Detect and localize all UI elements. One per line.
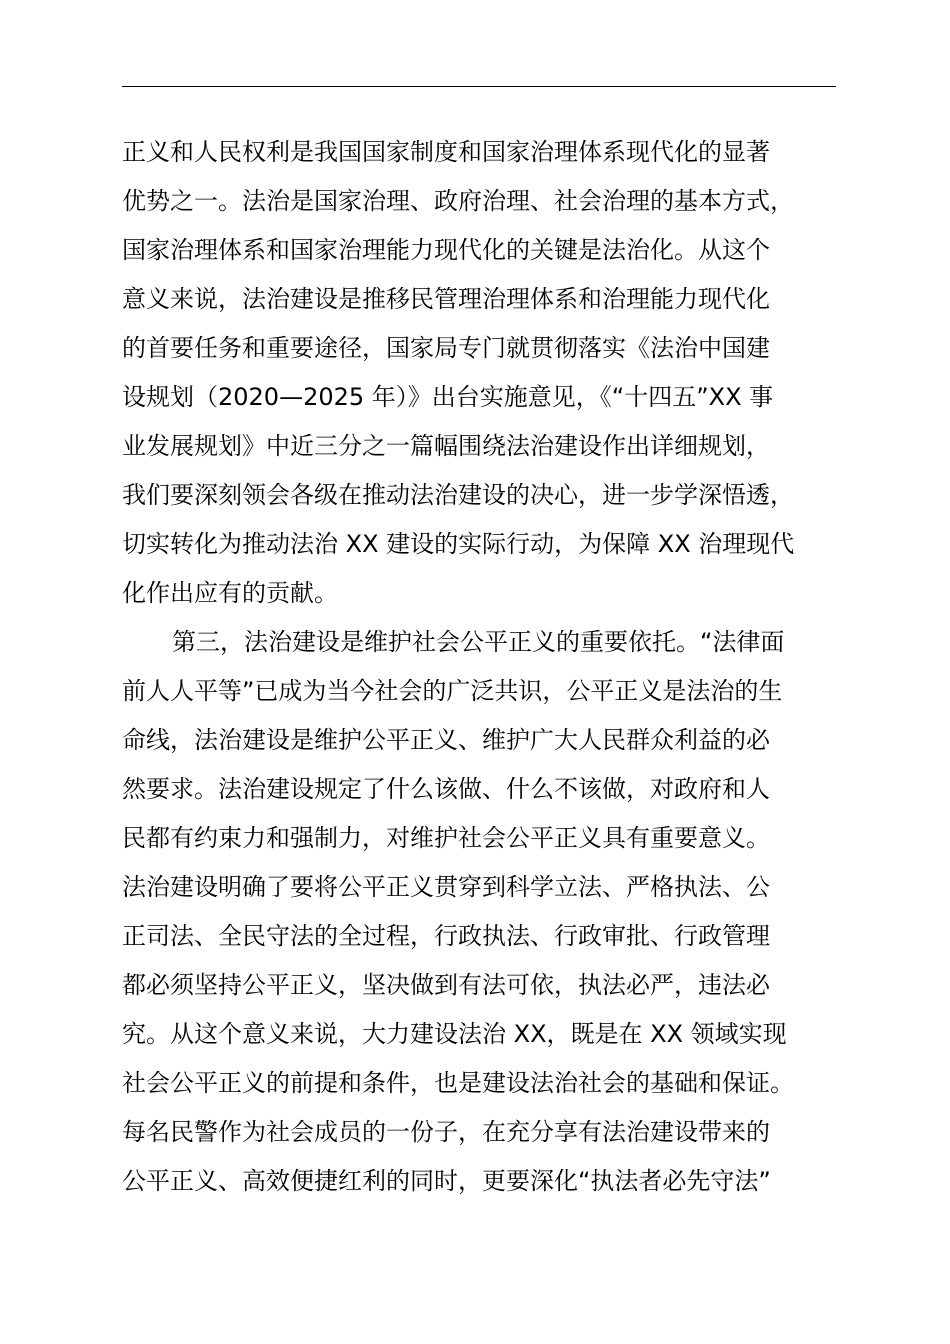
text-line: 民都有约束力和强制力，对维护社会公平正义具有重要意义。 <box>122 824 770 852</box>
text-line: 都必须坚持公平正义，坚决做到有法可依，执法必严，违法必 <box>122 971 770 999</box>
text-line: 公平正义、高效便捷红利的同时，更要深化“执法者必先守法” <box>122 1167 771 1195</box>
text-line: 命线，法治建设是维护公平正义、维护广大人民群众利益的必 <box>122 726 770 754</box>
header-rule <box>122 86 836 87</box>
paragraph-1 <box>122 128 872 618</box>
text-line-indented: 第三，法治建设是维护社会公平正义的重要依托。“法律面 <box>172 628 785 656</box>
text-line: 社会公平正义的前提和条件，也是建设法治社会的基础和保证。 <box>122 1069 794 1097</box>
text-line: 究。从这个意义来说，大力建设法治 XX，既是在 XX 领域实现 <box>122 1020 787 1048</box>
text-line: 化作出应有的贡献。 <box>122 579 338 607</box>
text-line: 意义来说，法治建设是推移民管理治理体系和治理能力现代化 <box>122 285 770 313</box>
text-line: 每名民警作为社会成员的一份子，在充分享有法治建设带来的 <box>122 1118 770 1146</box>
text-line: 法治建设明确了要将公平正义贯穿到科学立法、严格执法、公 <box>122 873 770 901</box>
document-body <box>122 128 872 1206</box>
text-line: 切实转化为推动法治 XX 建设的实际行动，为保障 XX 治理现代 <box>122 530 795 558</box>
paragraph-2 <box>122 618 872 1206</box>
text-line: 前人人平等”已成为当今社会的广泛共识，公平正义是法治的生 <box>122 677 783 705</box>
text-line: 业发展规划》中近三分之一篇幅围绕法治建设作出详细规划， <box>122 432 770 460</box>
text-line: 正义和人民权利是我国国家制度和国家治理体系现代化的显著 <box>122 138 770 166</box>
text-line: 然要求。法治建设规定了什么该做、什么不该做，对政府和人 <box>122 775 770 803</box>
text-line: 优势之一。法治是国家治理、政府治理、社会治理的基本方式， <box>122 187 794 215</box>
text-line: 我们要深刻领会各级在推动法治建设的决心，进一步学深悟透， <box>122 481 794 509</box>
text-line: 国家治理体系和国家治理能力现代化的关键是法治化。从这个 <box>122 236 770 264</box>
text-line: 的首要任务和重要途径，国家局专门就贯彻落实《法治中国建 <box>122 334 770 362</box>
text-line: 正司法、全民守法的全过程，行政执法、行政审批、行政管理 <box>122 922 770 950</box>
text-line: 设规划（2020—2025 年）》出台实施意见，《“十四五”XX 事 <box>122 383 774 411</box>
